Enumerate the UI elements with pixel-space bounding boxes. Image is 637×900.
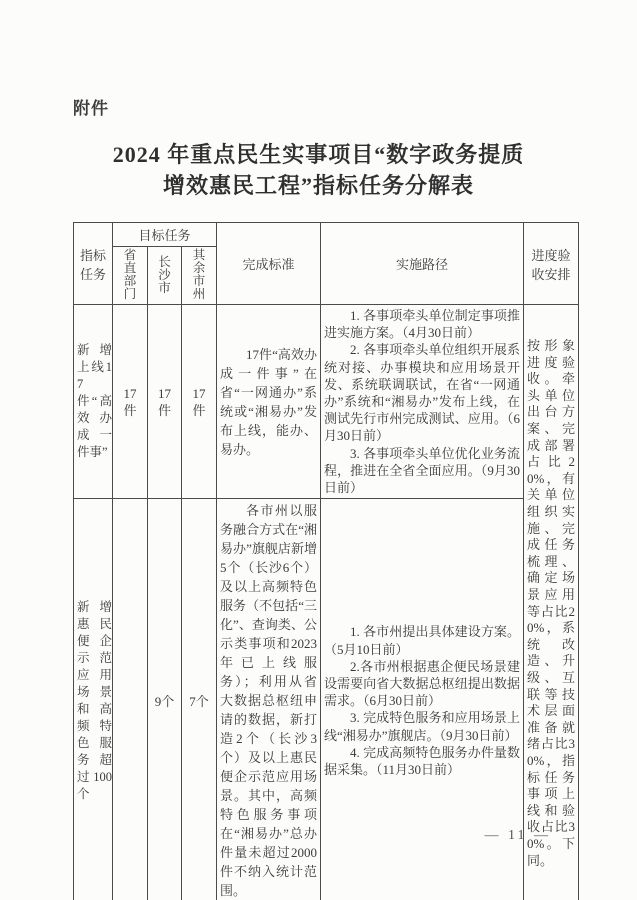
completion-standard-2-text: 各市州以服务融合方式在“湘易办”旗舰店新增5个（长沙6个）及以上高频特色服务（不包括“三化”、查询类、公示类事项和2023年已上线服务）；利用从省大数据总枢纽申请的数据，新打造2个（长沙3个）及以上惠民便企示范应用场景。其中，高频特色服务事项在“湘易办”总办件量未超过2000件不纳入统计范围。 — [220, 503, 317, 899]
implementation-path-1-item-2: 2. 各事项牵头单位组织开展系统对接、办事模块和应用场景开发、系统联调联试，在省“一网通办”系统和“湘易办”发布上线，在测试先行市州完成测试、应用。（6月30日前） — [324, 342, 520, 444]
task-breakdown-table — [73, 222, 579, 900]
header-indicator-task: 指标任务 — [74, 223, 113, 305]
cell-changsha-target-1 — [148, 305, 182, 499]
implementation-path-2-item-2: 2.各市州根据惠企便民场景建设需要向省大数据总枢纽提出数据需求。（6月30日前） — [324, 658, 520, 709]
cell-other-target-2 — [182, 499, 217, 900]
header-implementation-path: 实施路径 — [321, 223, 524, 305]
title-line-1: 2024 年重点民生实事项目“数字政务提质 — [112, 142, 525, 167]
implementation-path-1-item-1: 1. 各事项牵头单位制定事项推进实施方案。（4月30日前） — [324, 308, 520, 341]
cell-provincial-target-1 — [113, 305, 148, 499]
cell-implementation-path-1 — [321, 305, 524, 499]
header-target-task-group: 目标任务 — [113, 223, 217, 247]
progress-acceptance-text: 按形象进度验收。牵头单位出台方案、完成部署占比20%，有关单位组织实施、完成任务梳理、确定场景应用等占比20%，系统改造、升级、互联等技术层面准备就绪占比30%，指标任务事项上线和验收占比30%。下同。 — [527, 338, 575, 868]
header-provincial-departments-label: 省直部门 — [123, 248, 137, 301]
cell-changsha-target-2 — [148, 499, 182, 900]
cell-completion-standard-2 — [217, 499, 321, 900]
implementation-path-2-item-4: 4. 完成高频特色服务办件量数据采集。（11月30日前） — [324, 744, 520, 777]
other-target-2-value: 7个 — [189, 694, 209, 710]
document-title — [0, 139, 637, 201]
changsha-target-1-value: 17件 — [157, 385, 171, 418]
indicator-task-2-text: 新增惠民便企示范应用场景和高频特色服务超过100个 — [77, 599, 112, 801]
completion-standard-1-text: 17件“高效办成一件事”在省“一网通办”系统或“湘易办”发布上线，能办、易办。 — [220, 346, 317, 457]
header-changsha-city — [148, 247, 182, 305]
header-other-cities-label: 其余市州 — [192, 248, 206, 301]
other-target-1-value: 17件 — [192, 385, 206, 418]
implementation-path-1-item-3: 3. 各事项牵头单位优化业务流程，推进在全省全面应用。（9月30日前） — [324, 445, 520, 496]
cell-indicator-task-2 — [74, 499, 113, 900]
attachment-label: 附件 — [73, 99, 109, 118]
header-changsha-city-label: 长沙市 — [158, 254, 171, 295]
cell-completion-standard-1 — [217, 305, 321, 499]
provincial-target-1-value: 17件 — [123, 385, 137, 418]
header-progress-acceptance: 进度验收安排 — [524, 223, 579, 305]
header-completion-standard: 完成标准 — [217, 223, 321, 305]
implementation-path-2-item-1: 1. 各市州提出具体建设方案。（5月10日前） — [324, 624, 520, 657]
header-row-1 — [74, 223, 579, 247]
implementation-path-2-item-3: 3. 完成特色服务和应用场景上线“湘易办”旗舰店。（9月30日前） — [324, 710, 520, 743]
page-number: — 11 — — [484, 828, 551, 843]
header-provincial-departments — [113, 247, 148, 305]
changsha-target-2-value: 9个 — [154, 694, 175, 710]
cell-provincial-target-2 — [113, 499, 148, 900]
header-other-cities — [182, 247, 217, 305]
title-line-2: 增效惠民工程”指标任务分解表 — [162, 173, 474, 198]
cell-indicator-task-1 — [74, 305, 113, 499]
table-row-1 — [74, 305, 579, 499]
cell-other-target-1 — [182, 305, 217, 499]
indicator-task-1-text: 新增上线17件“高效办成一件事” — [77, 343, 112, 460]
cell-progress-acceptance — [524, 305, 579, 900]
